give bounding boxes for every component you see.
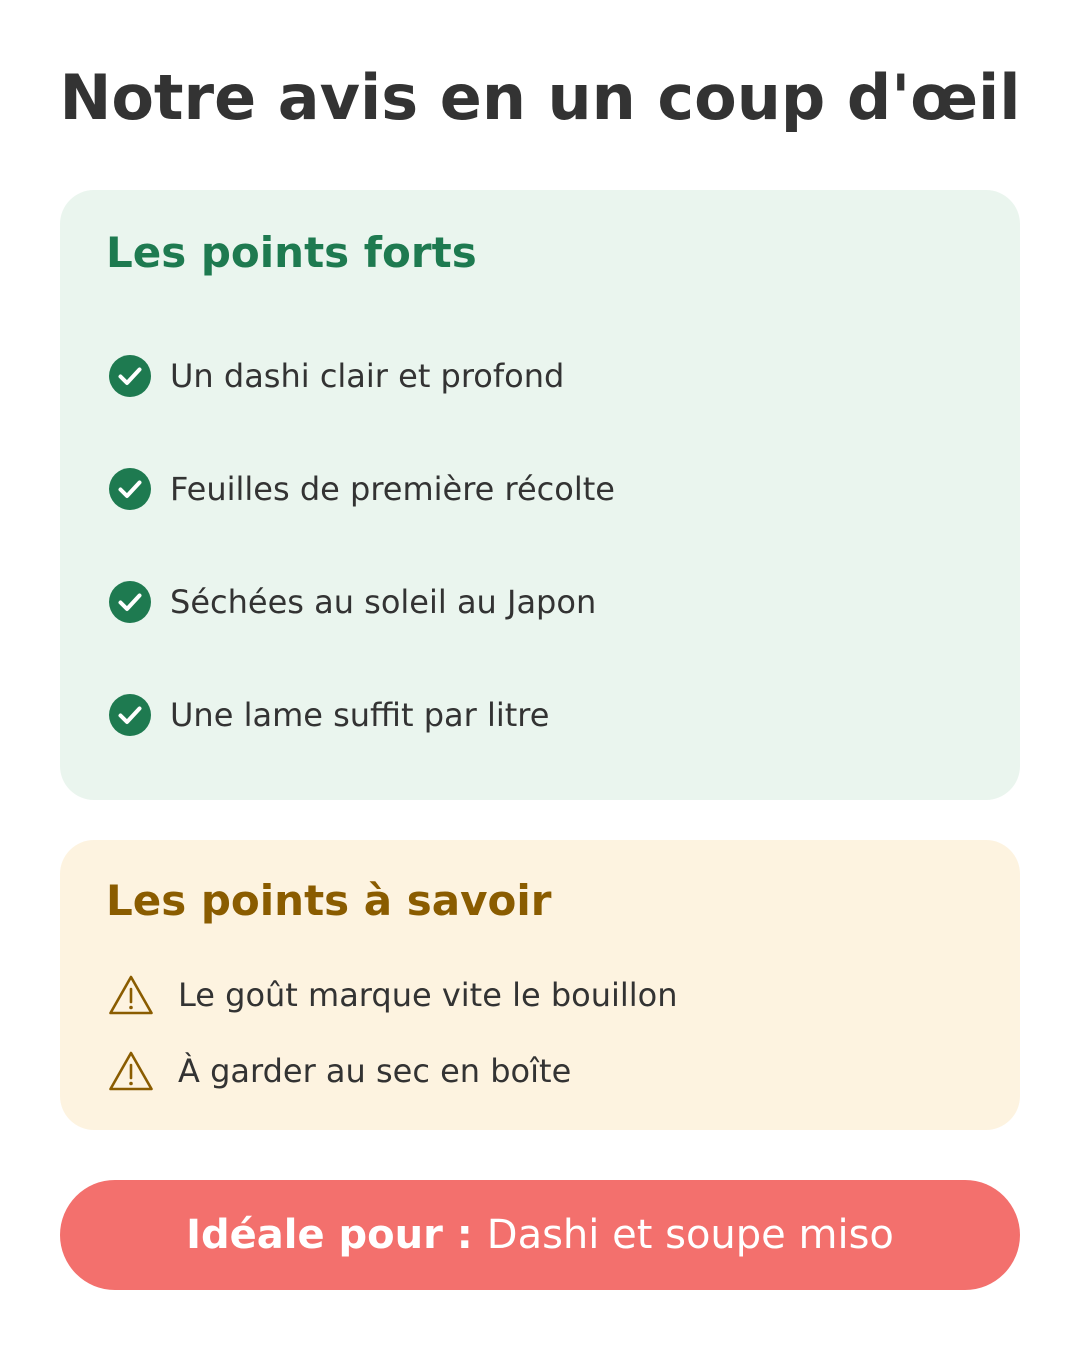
pros-item-label: Séchées au soleil au Japon: [170, 583, 597, 621]
pros-item-label: Feuilles de première récolte: [170, 470, 615, 508]
cons-item: [108, 1048, 571, 1094]
pros-heading: Les points forts: [106, 228, 477, 277]
warning-triangle-icon: [108, 974, 154, 1016]
ideal-for-value: Dashi et soupe miso: [486, 1212, 894, 1258]
ideal-for-label: Idéale pour :: [186, 1212, 473, 1258]
ideal-for-banner: [60, 1180, 1020, 1290]
pros-item-label: Une lame suffit par litre: [170, 696, 550, 734]
pros-item: [108, 353, 564, 399]
cons-item: [108, 972, 678, 1018]
page-title: Notre avis en un coup d'œil: [59, 61, 1021, 134]
check-circle-icon: [108, 467, 152, 511]
pros-card: [60, 190, 1020, 800]
pros-item: [108, 579, 596, 625]
warning-triangle-icon: [108, 1050, 154, 1092]
pros-item-label: Un dashi clair et profond: [170, 357, 565, 395]
cons-item-label: Le goût marque vite le bouillon: [178, 976, 678, 1014]
pros-item: [108, 692, 549, 738]
pros-item: [108, 466, 615, 512]
cons-heading: Les points à savoir: [106, 876, 552, 925]
cons-card: [60, 840, 1020, 1130]
check-circle-icon: [108, 580, 152, 624]
check-circle-icon: [108, 693, 152, 737]
cons-item-label: À garder au sec en boîte: [178, 1052, 572, 1090]
check-circle-icon: [108, 354, 152, 398]
